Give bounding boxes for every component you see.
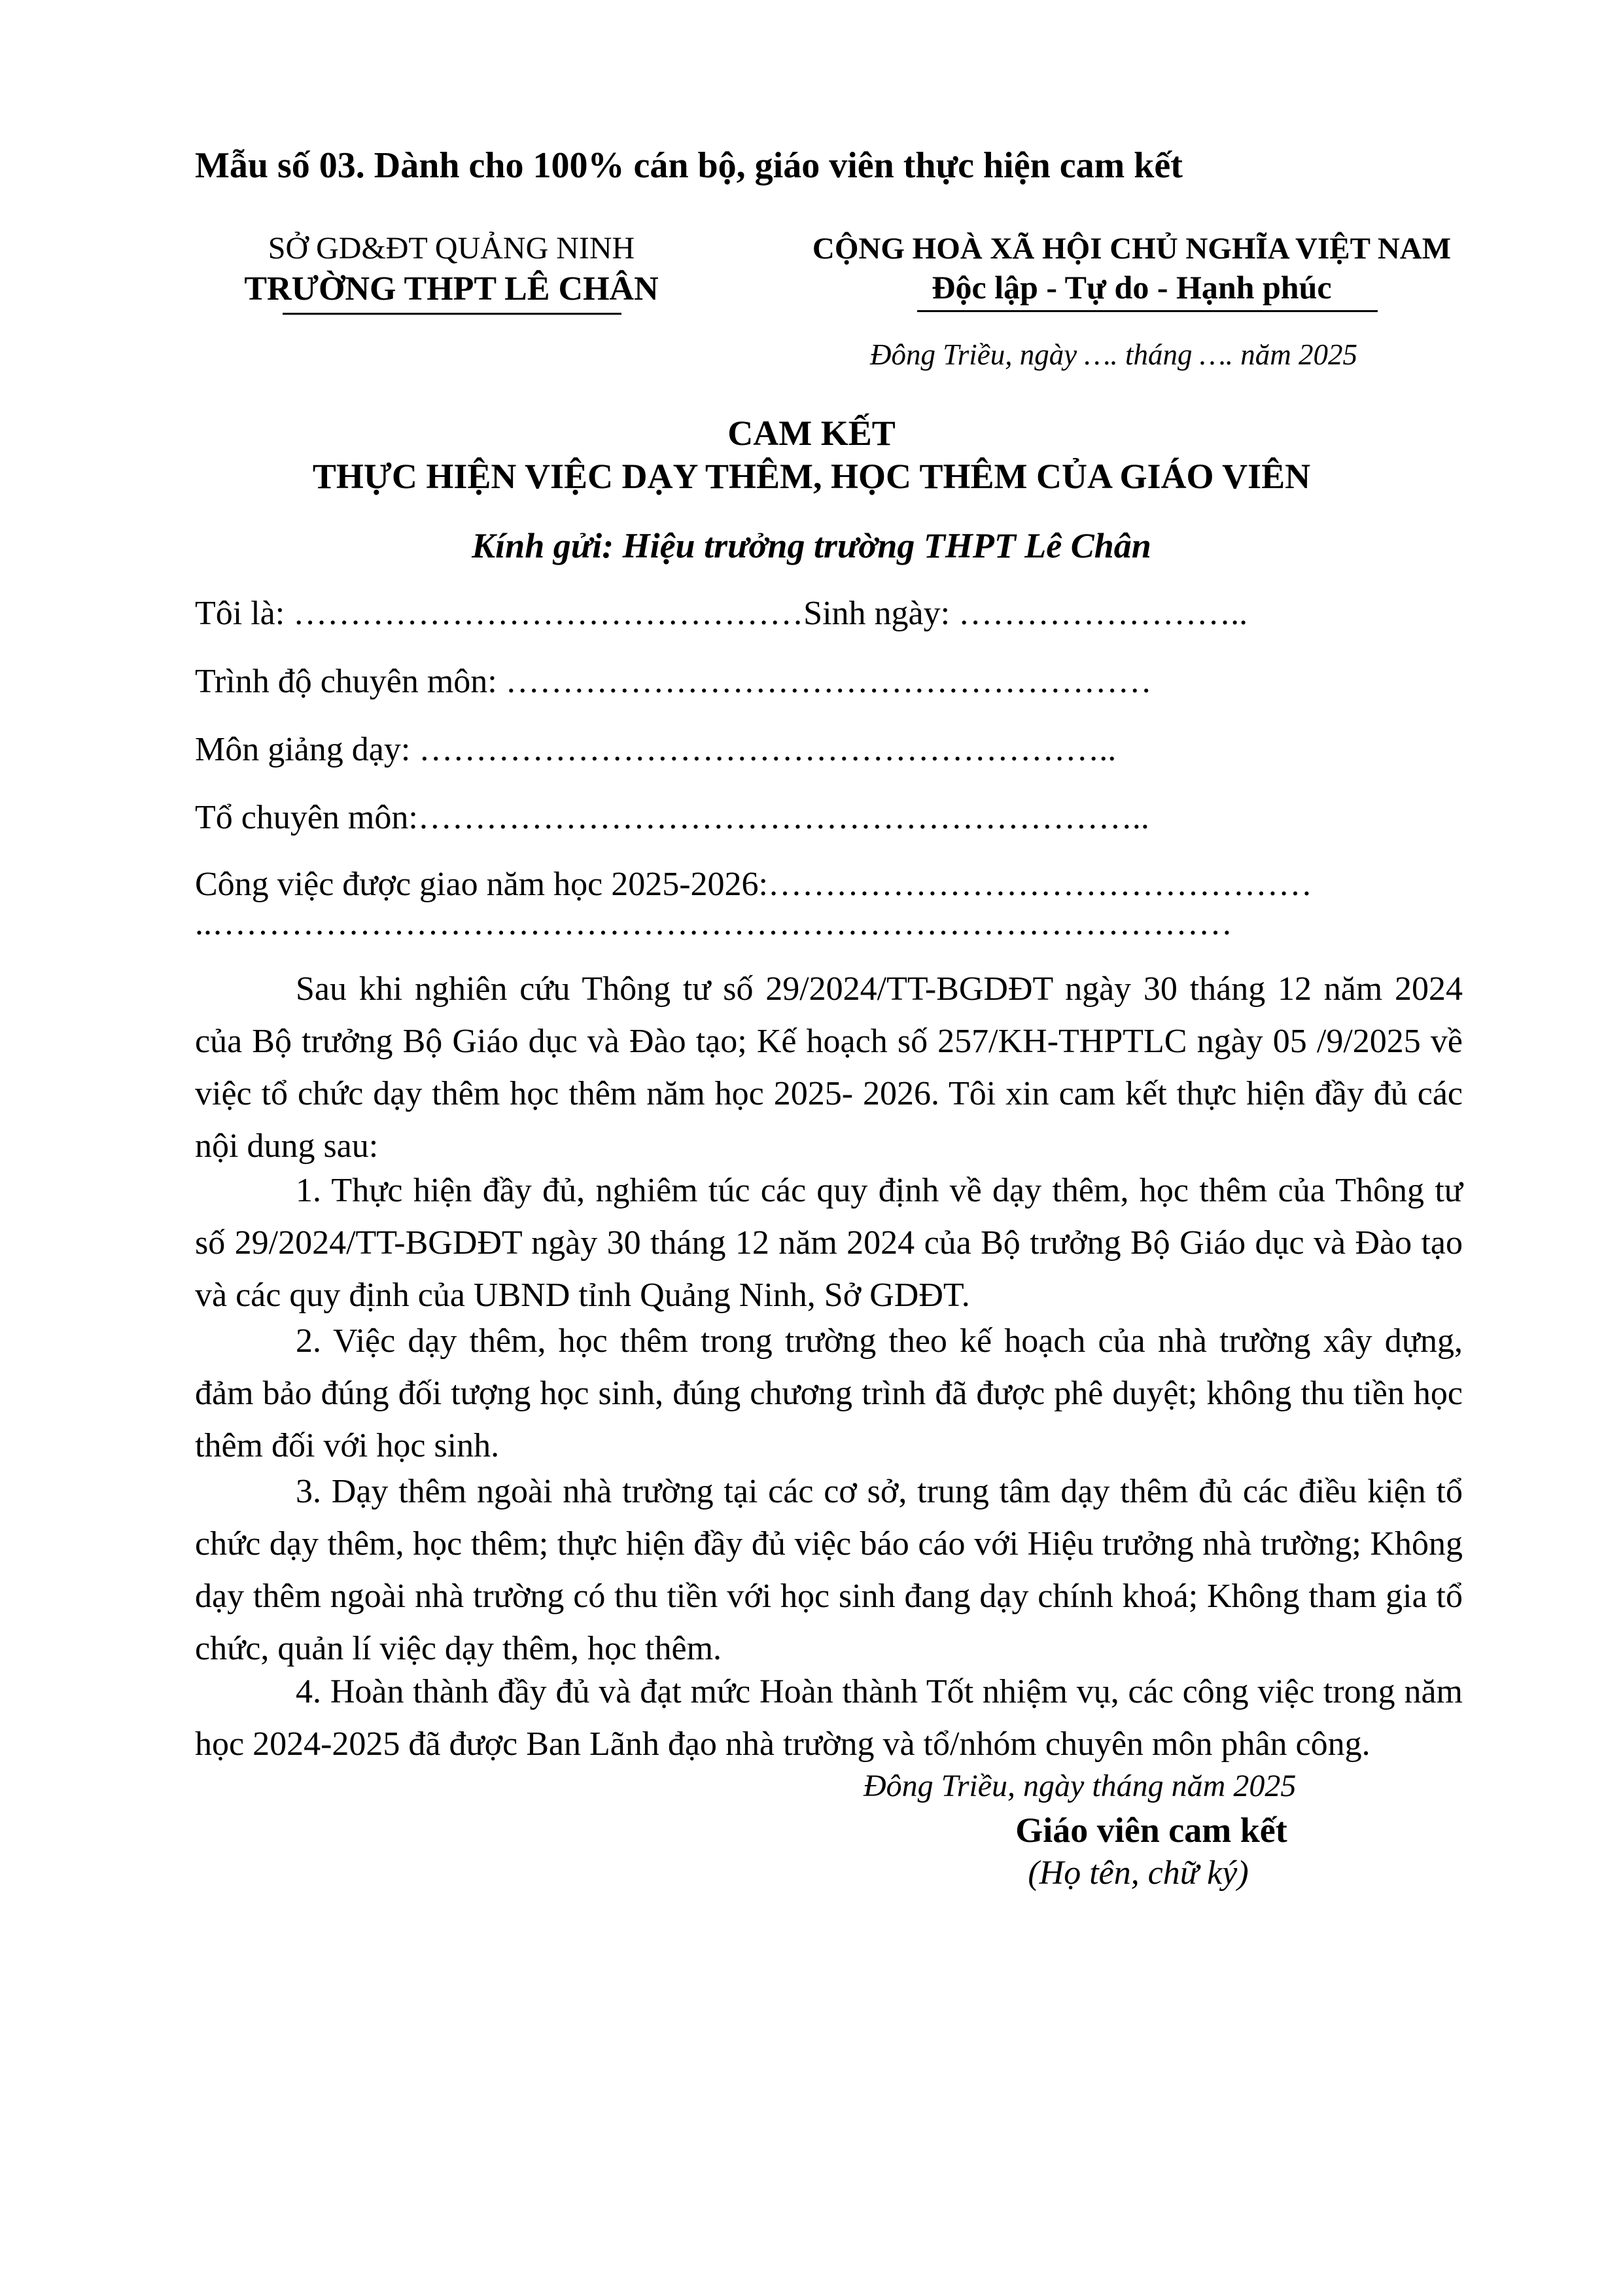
signature-place-date: Đông Triều, ngày tháng năm 2025 bbox=[864, 1769, 1297, 1803]
signature-role: Giáo viên cam kết bbox=[1015, 1810, 1287, 1850]
commitment-item-4-text: 4. Hoàn thành đầy đủ và đạt mức Hoàn thành Tốt nhiệm vụ, các công việc trong năm học 2024-2025 đã được Ban Lãnh đạo nhà trường và tổ/nhóm chuyên môn phân công. bbox=[195, 1673, 1463, 1763]
recipient-line: Kính gửi: Hiệu trưởng trường THPT Lê Chân bbox=[472, 526, 1151, 565]
commitment-item-2-text: 2. Việc dạy thêm, học thêm trong trường theo kế hoạch của nhà trường xây dựng, đảm bảo đúng đối tượng học sinh, đúng chương trình đã được phê duyệt; không thu tiền học thêm đối với học sinh. bbox=[195, 1322, 1463, 1464]
document-subtitle: THỰC HIỆN VIỆC DẠY THÊM, HỌC THÊM CỦA GIÁO VIÊN bbox=[312, 457, 1311, 496]
commitment-item-3 bbox=[195, 1466, 1463, 1675]
intro-text: Sau khi nghiên cứu Thông tư số 29/2024/TT-BGDĐT ngày 30 tháng 12 năm 2024 của Bộ trưởng Bộ Giáo dục và Đào tạo; Kế hoạch số 257/KH-THPTLC ngày 05 /9/2025 về việc tổ chức dạy thêm học thêm năm học 2025- 2026. Tôi xin cam kết thực hiện đầy đủ các nội dung sau: bbox=[195, 970, 1463, 1165]
header-place-date: Đông Triều, ngày …. tháng …. năm 2025 bbox=[870, 338, 1358, 371]
school-underline bbox=[283, 313, 621, 315]
commitment-item-1-text: 1. Thực hiện đầy đủ, nghiêm túc các quy định về dạy thêm, học thêm của Thông tư số 29/2024/TT-BGDĐT ngày 30 tháng 12 năm 2024 của Bộ trưởng Bộ Giáo dục và Đào tạo và các quy định của UBND tỉnh Quảng Ninh, Sở GDĐT. bbox=[195, 1172, 1463, 1314]
signature-note: (Họ tên, chữ ký) bbox=[1028, 1854, 1249, 1892]
motto: Độc lập - Tự do - Hạnh phúc bbox=[932, 269, 1332, 306]
commitment-item-1 bbox=[195, 1165, 1463, 1322]
field-qualification: Trình độ chuyên môn: ………………………………………………… bbox=[195, 663, 1152, 700]
commitment-item-4 bbox=[195, 1666, 1463, 1771]
department-name: SỞ GD&ĐT QUẢNG NINH bbox=[268, 231, 635, 266]
field-department-group: Tổ chuyên môn:……………………………………………………….. bbox=[195, 799, 1149, 836]
document-title: CAM KẾT bbox=[727, 414, 896, 453]
intro-paragraph bbox=[195, 963, 1463, 1173]
form-title: Mẫu số 03. Dành cho 100% cán bộ, giáo viên thực hiện cam kết bbox=[195, 145, 1183, 186]
field-assignment: Công việc được giao năm học 2025-2026:………………………………………… bbox=[195, 866, 1312, 903]
motto-underline bbox=[917, 310, 1378, 312]
field-subject: Môn giảng dạy: …………………………………………………….. bbox=[195, 731, 1117, 768]
commitment-item-3-text: 3. Dạy thêm ngoài nhà trường tại các cơ sở, trung tâm dạy thêm đủ các điều kiện tổ chức dạy thêm, học thêm; thực hiện đầy đủ việc báo cáo với Hiệu trưởng nhà trường; Không dạy thêm ngoài nhà trường có thu tiền với học sinh đang dạy chính khoá; Không tham gia tổ chức, quản lí việc dạy thêm, học thêm. bbox=[195, 1473, 1463, 1667]
school-name: TRƯỜNG THPT LÊ CHÂN bbox=[244, 270, 659, 308]
field-name-dob: Tôi là: ………………………………………Sinh ngày: …………………….. bbox=[195, 595, 1248, 632]
commitment-item-2 bbox=[195, 1315, 1463, 1472]
nation-name: CỘNG HOÀ XÃ HỘI CHỦ NGHĨA VIỆT NAM bbox=[812, 232, 1452, 266]
field-assignment-continuation: ..……………………………………………………………………………… bbox=[195, 905, 1232, 942]
